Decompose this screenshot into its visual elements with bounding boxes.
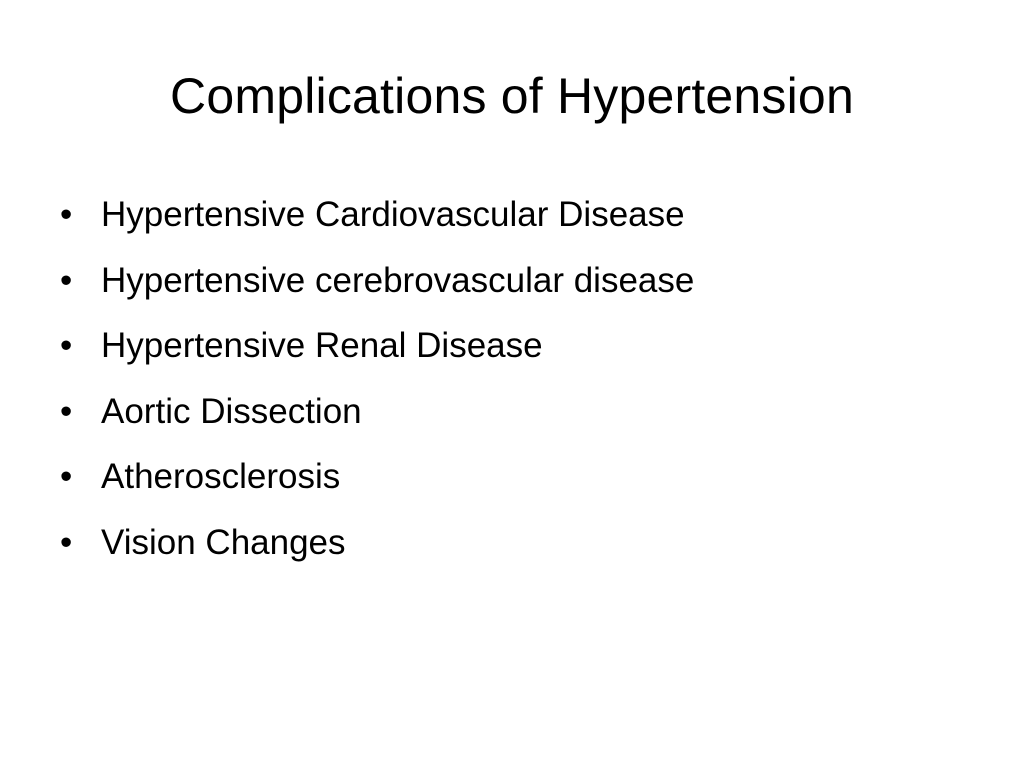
list-item [60, 248, 694, 314]
list-item [60, 444, 694, 510]
list-item-text: Hypertensive Renal Disease [101, 326, 543, 365]
bullet-list [60, 182, 694, 575]
list-item [60, 510, 694, 576]
list-item-text: Aortic Dissection [101, 391, 362, 431]
bullet-icon: • [60, 391, 73, 431]
list-item-text: Hypertensive cerebrovascular disease [101, 260, 695, 300]
list-item [60, 182, 694, 248]
bullet-icon: • [60, 195, 73, 234]
bullet-icon: • [60, 457, 73, 496]
list-item [60, 313, 694, 379]
list-item [60, 379, 694, 445]
bullet-icon: • [60, 326, 73, 365]
slide-title: Complications of Hypertension [170, 68, 854, 124]
list-item-text: Hypertensive Cardiovascular Disease [101, 195, 685, 234]
list-item-text: Vision Changes [101, 522, 346, 562]
bullet-icon: • [60, 522, 73, 562]
bullet-icon: • [60, 260, 73, 300]
list-item-text: Atherosclerosis [101, 457, 341, 496]
